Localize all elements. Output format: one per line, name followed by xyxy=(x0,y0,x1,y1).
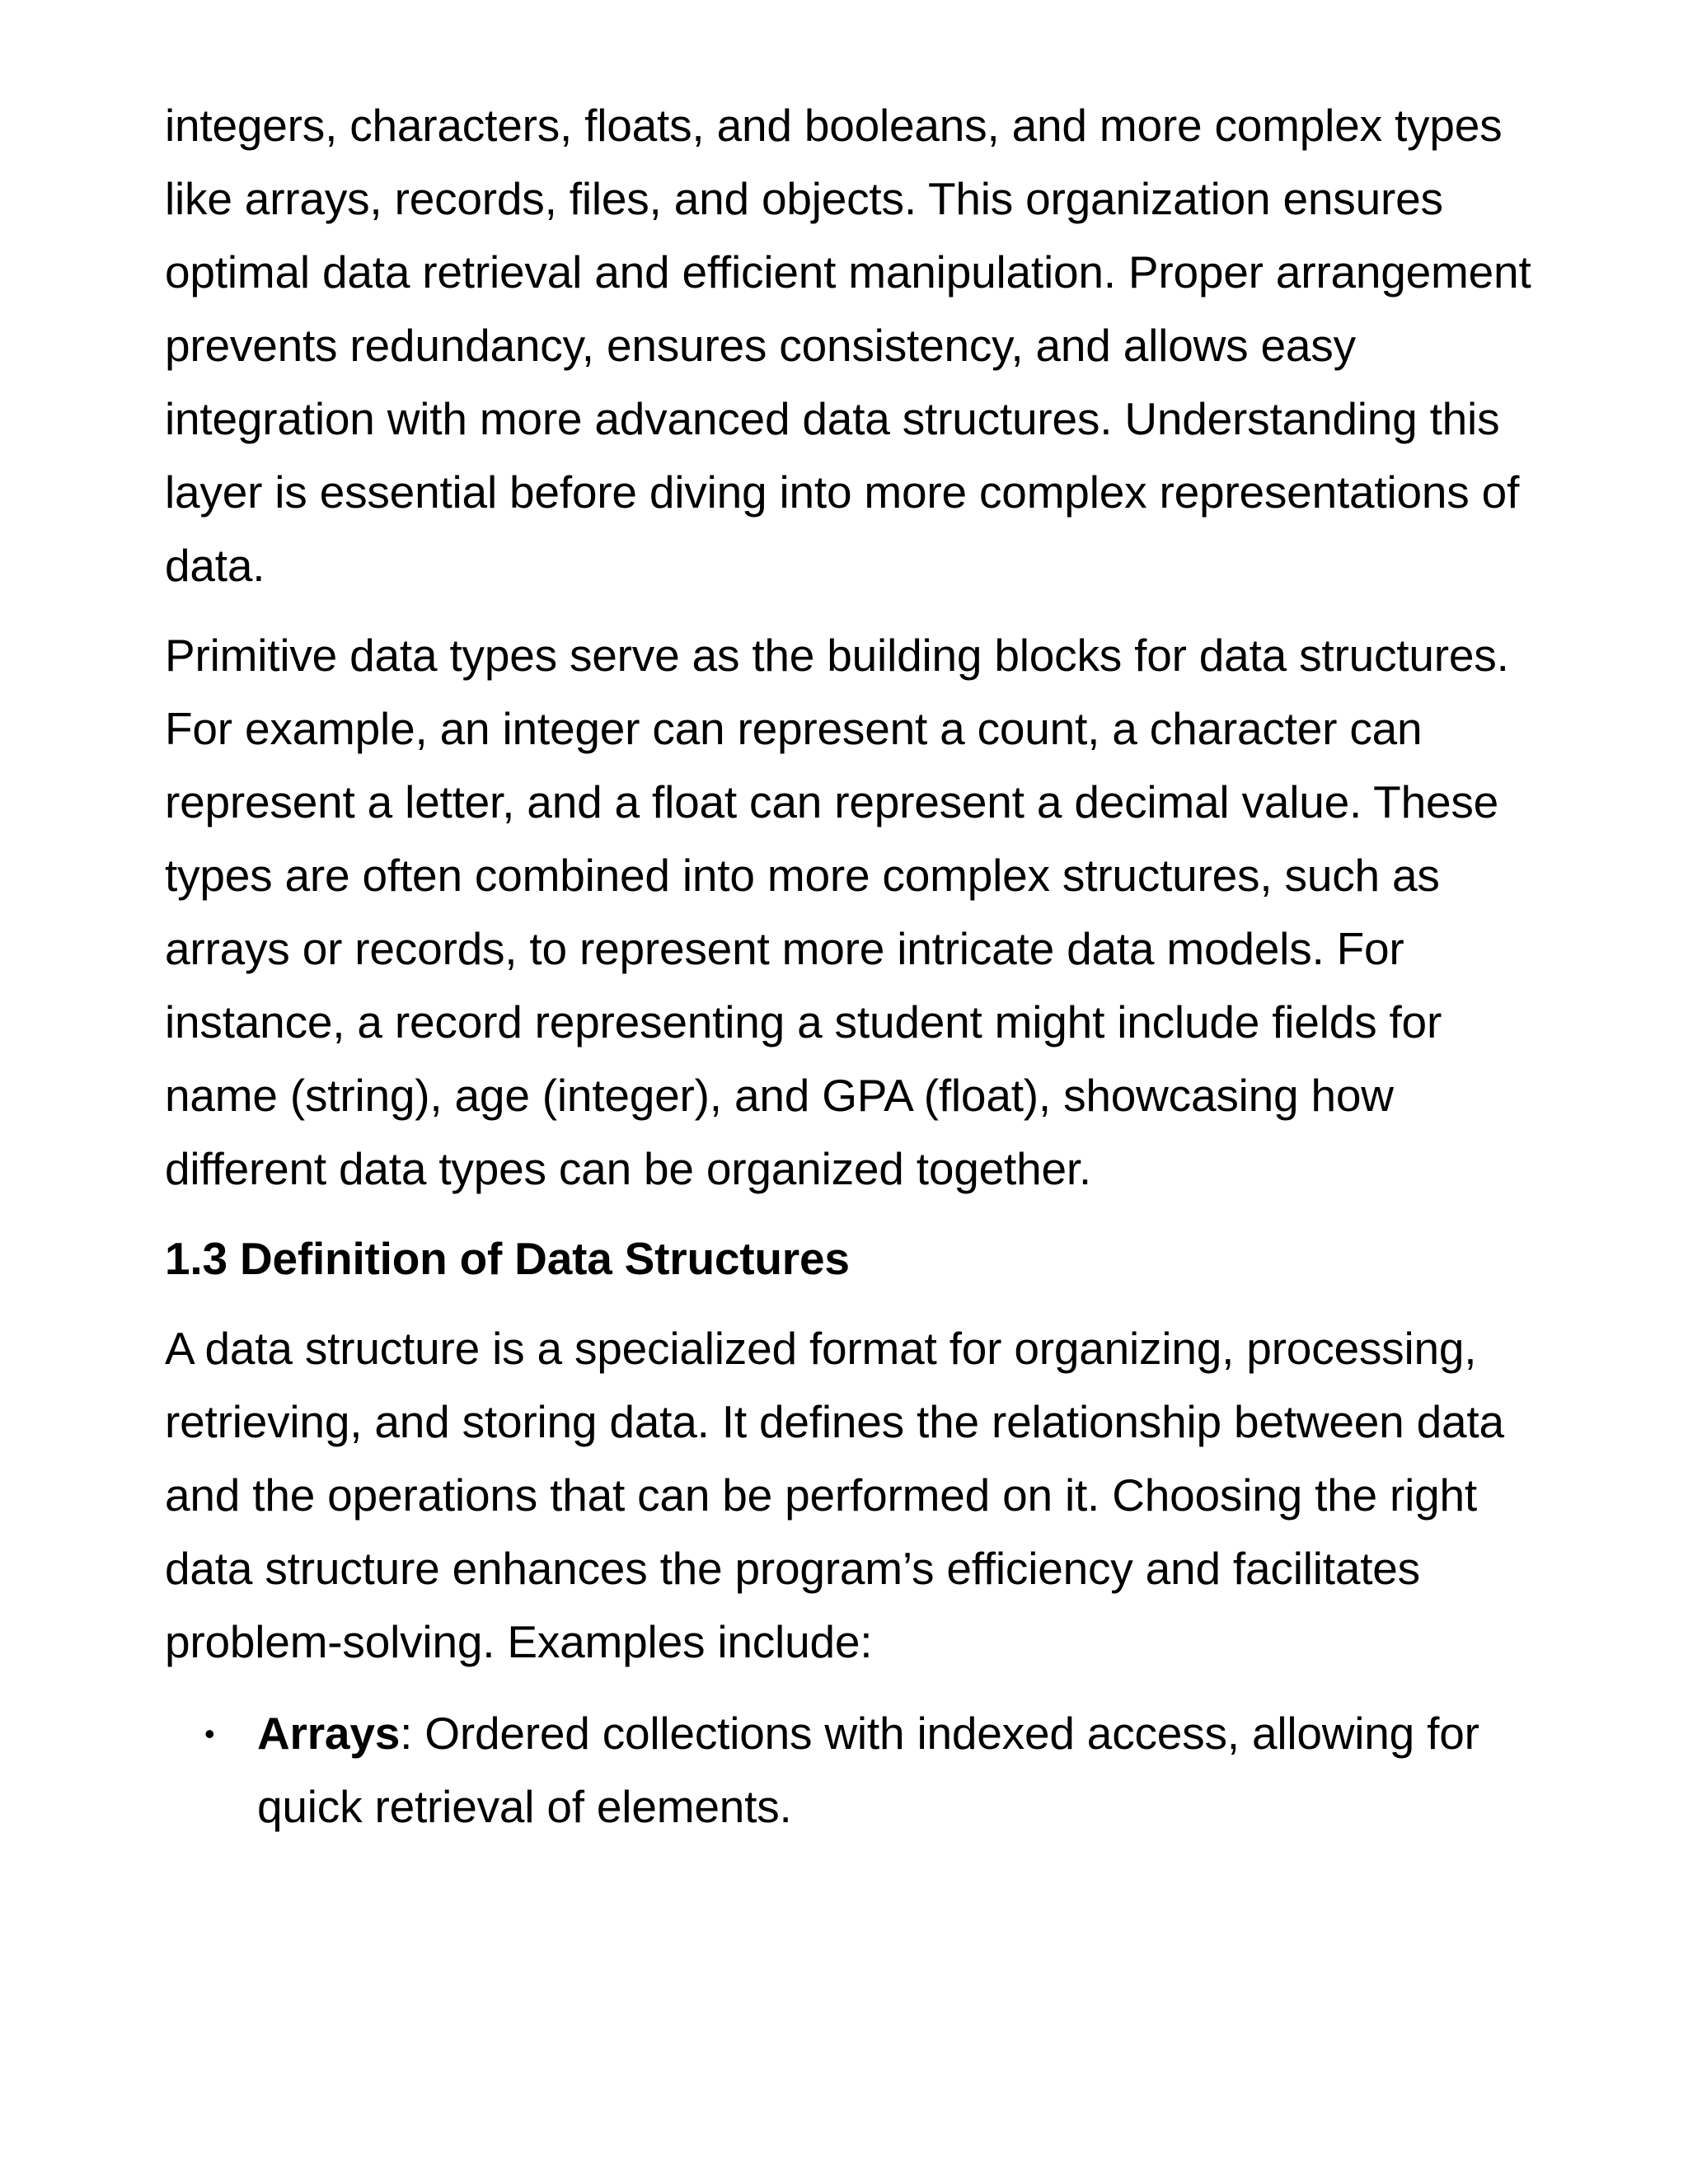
section-heading: 1.3 Definition of Data Structures xyxy=(165,1233,850,1284)
paragraph-definition: A data structure is a specialized format for organizing, processing, retrieving, and storing data. It defines the relationship between data and the operations that can be performed on it. Choosing the right data structure enhances the program’s efficiency and facilitates problem-solving. Examples include: xyxy=(165,1323,1504,1667)
document-page xyxy=(165,89,1550,1844)
bullet-icon: • xyxy=(204,1717,215,1750)
list-item xyxy=(165,1697,1550,1844)
bullet-term: Arrays xyxy=(257,1708,401,1759)
paragraph-data-organization: integers, characters, floats, and booleans, and more complex types like arrays, records, files, and objects. This organization ensures optimal data retrieval and efficient manipulation. Proper arrangement prevents redundancy, ensures consistency, and allows easy integration with more advanced data structures. Understanding this layer is essential before diving into more complex representations of data. xyxy=(165,100,1531,591)
paragraph-primitive-types: Primitive data types serve as the building blocks for data structures. For example, an integer can represent a count, a character can represent a letter, and a float can represent a decimal value. These types are often combined into more complex structures, such as arrays or records, to represent more intricate data models. For instance, a record representing a student might include fields for name (string), age (integer), and GPA (float), showcasing how different data types can be organized together. xyxy=(165,630,1509,1194)
examples-list xyxy=(165,1697,1550,1844)
bullet-description: : Ordered collections with indexed access, allowing for quick retrieval of elements. xyxy=(257,1708,1479,1832)
